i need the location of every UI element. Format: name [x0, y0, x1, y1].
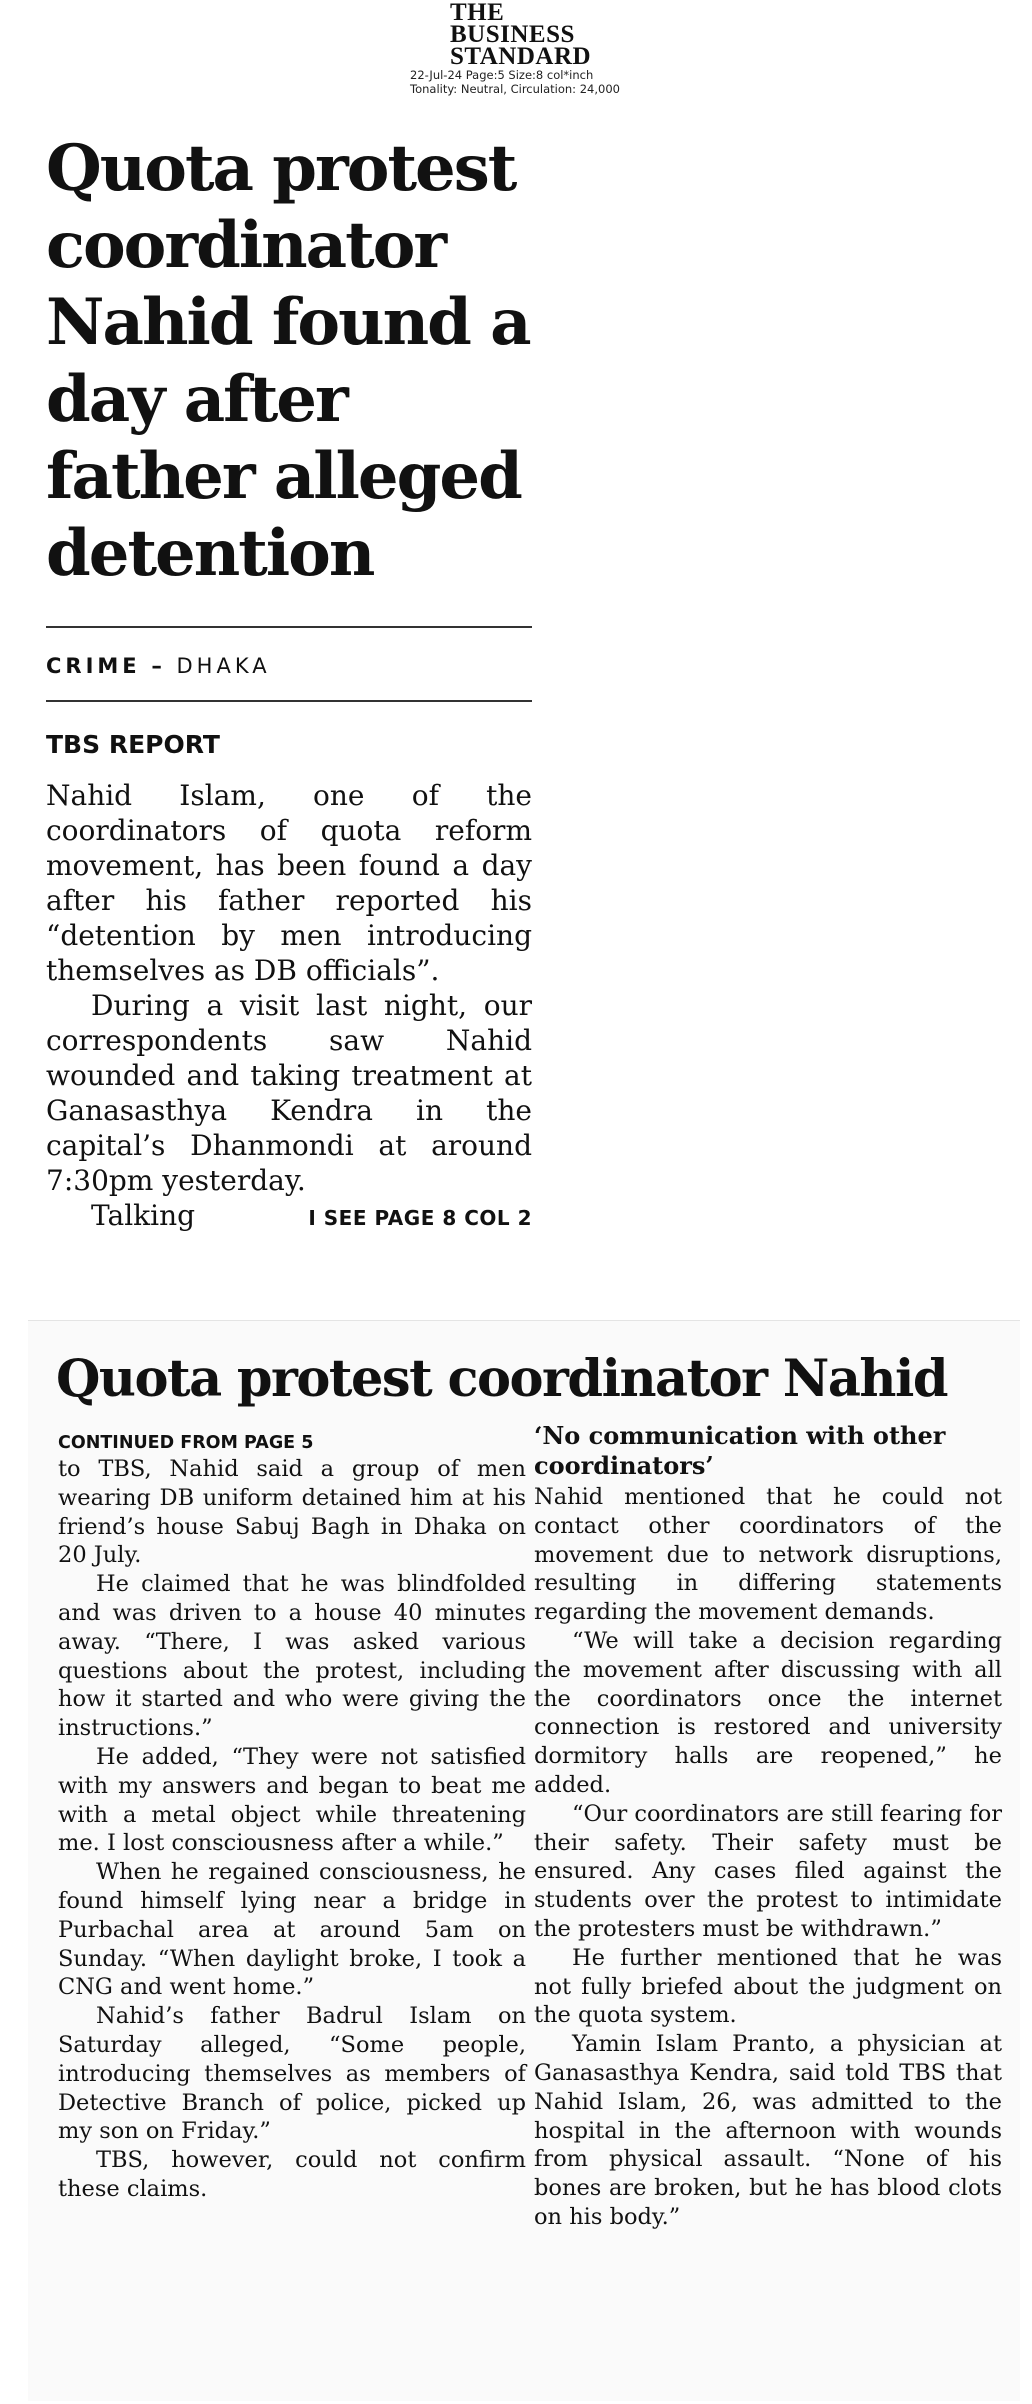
jump-left-paragraph-6: TBS, however, could not confirm these claims. — [58, 2147, 526, 2202]
clipping-meta-date: 22-Jul-24 Page:5 Size:8 col*inch — [410, 68, 594, 82]
front-paragraph-1: Nahid Islam, one of the coordinators of quota reform movement, has been found a day after his father reported his “detention by men introducing themselves as DB officials”. — [46, 779, 532, 987]
jump-page-clipping — [28, 1320, 1020, 2401]
jump-column-right — [534, 1421, 1002, 2232]
section-label — [46, 654, 271, 678]
section-rule-bottom — [46, 700, 532, 702]
front-last-word: Talking — [91, 1199, 196, 1232]
jump-left-paragraph-1: to TBS, Nahid said a group of men wearing DB uniform detained him at his friend’s house Sabuj Bagh in Dhaka on 20 July. — [58, 1456, 526, 1569]
jump-right-paragraph-3: “Our coordinators are still fearing for their safety. Their safety must be ensured. Any cases filed against the students over the protest to intimidate the protesters must be withdrawn.” — [534, 1800, 1002, 1942]
continue-line — [46, 1198, 532, 1236]
jump-right-paragraph-2: “We will take a decision regarding the movement after discussing with all the coordinators once the internet connection is restored and university dormitory halls are reopened,” he added. — [534, 1627, 1002, 1798]
logo-line-the: THE — [450, 0, 505, 26]
section-separator: – — [151, 654, 166, 678]
jump-reference: I SEE PAGE 8 COL 2 — [308, 1206, 532, 1230]
jump-left-paragraph-5: Nahid’s father Badrul Islam on Saturday alleged, “Some people, introducing themselves as members of Detective Branch of police, picked up my son on Friday.” — [58, 2003, 526, 2145]
logo-line-business: BUSINESS — [450, 21, 575, 48]
jump-left-paragraph-3: He added, “They were not satisfied with my answers and began to beat me with a metal object while threatening me. I lost consciousness after a while.” — [58, 1743, 526, 1857]
section-name: CRIME — [46, 654, 141, 678]
article-headline: Quota protest coordinator Nahid found a day after father alleged detention — [46, 131, 530, 591]
newspaper-logo — [430, 2, 640, 68]
jump-left-paragraph-4: When he regained consciousness, he found himself lying near a bridge in Purbachal area at around 5am on Sunday. “When daylight broke, I took a CNG and went home.” — [58, 1859, 526, 2001]
front-article-body — [46, 778, 532, 1236]
jump-right-paragraph-1: Nahid mentioned that he could not contact other coordinators of the movement due to network disruptions, resulting in differing statements regarding the movement demands. — [534, 1484, 1002, 1626]
masthead — [410, 0, 640, 96]
byline: TBS REPORT — [46, 730, 220, 759]
continued-label: CONTINUED FROM PAGE 5 — [58, 1433, 314, 1453]
front-paragraph-2: During a visit last night, our correspondents saw Nahid wounded and taking treatment at Ganasasthya Kendra in the capital’s Dhanmondi at around 7:30pm yesterday. — [46, 989, 532, 1197]
jump-left-paragraph-2: He claimed that he was blindfolded and was driven to a house 40 minutes away. “There, I was asked various questions about the protest, including how it started and who were giving the instructions.” — [58, 1571, 526, 1742]
jump-right-paragraph-4: He further mentioned that he was not fully briefed about the judgment on the quota system. — [534, 1944, 1002, 2029]
jump-right-paragraph-5: Yamin Islam Pranto, a physician at Ganasasthya Kendra, said told TBS that Nahid Islam, 26, was admitted to the hospital in the afternoon with wounds from physical assault. “None of his bones are broken, but he has blood clots on his body.” — [534, 2031, 1002, 2230]
jump-column-left — [58, 1455, 526, 2204]
clipping-meta-tonality: Tonality: Neutral, Circulation: 24,000 — [410, 82, 620, 96]
section-rule-top — [46, 626, 532, 628]
jump-subhead: ‘No communication with other coordinators’ — [534, 1421, 946, 1480]
jump-headline: Quota protest coordinator Nahid — [56, 1349, 948, 1409]
location-name: DHAKA — [176, 654, 271, 678]
logo-line-standard: STANDARD — [450, 43, 592, 70]
